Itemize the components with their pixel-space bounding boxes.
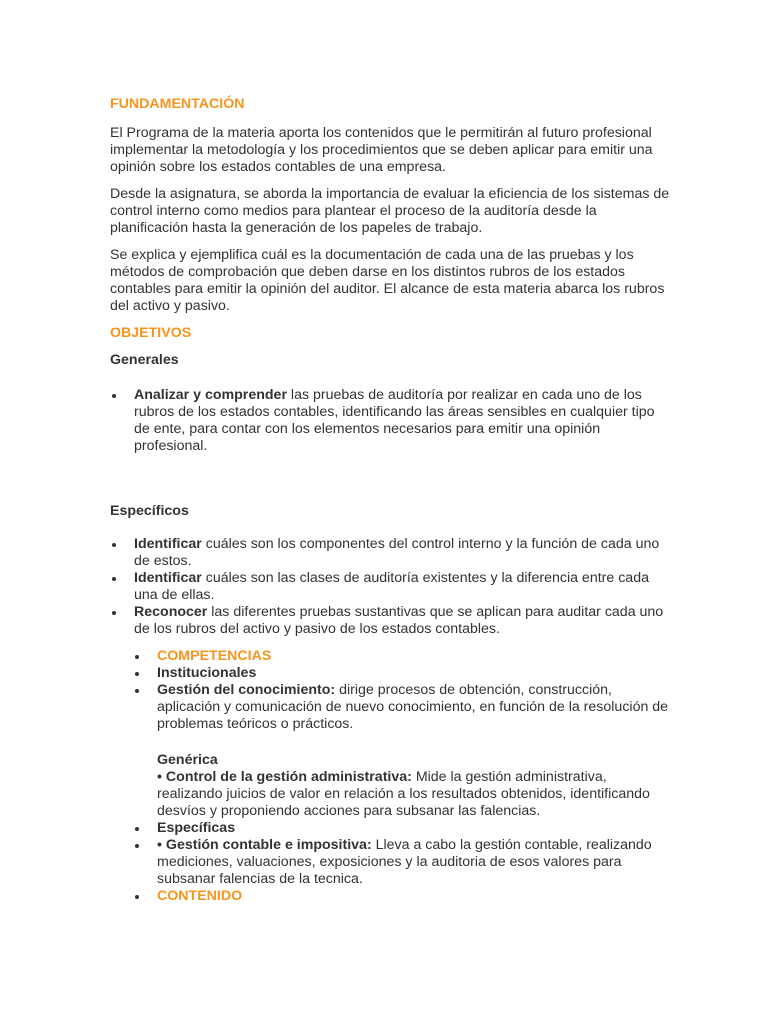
list-item-gestion-conocimiento (133, 682, 670, 820)
generales-list (110, 387, 670, 455)
list-item (110, 604, 670, 638)
list-item-text: cuáles son las clases de auditoría existentes y la diferencia entre cada una de ellas. (134, 570, 649, 603)
gestion-contable-text: Lleva a cabo la gestión contable, realizando mediciones, valuaciones, exposiciones y la auditoria de esos valores para subsanar falencias de la tecnica. (157, 837, 652, 887)
generica-block (157, 752, 670, 820)
heading-objetivos: OBJETIVOS (110, 325, 192, 341)
competencias-list (133, 648, 670, 905)
list-item (110, 387, 670, 455)
paragraph-2: Desde la asignatura, se aborda la importancia de evaluar la eficiencia de los sistemas de control interno como medios para plantear el proceso de la auditoría desde la planificación hasta la generación de los papeles de trabajo. (110, 186, 670, 236)
especificos-list (110, 536, 670, 638)
list-item-bold: Analizar y comprender (134, 387, 287, 403)
list-item-gestion-contable (133, 837, 670, 888)
document-content (110, 96, 670, 905)
label-generica: Genérica (157, 752, 218, 768)
label-institucionales: Institucionales (157, 665, 257, 681)
list-item-text: las diferentes pruebas sustantivas que se aplican para auditar cada uno de los rubros del activo y pasivo de los estados contables. (134, 604, 664, 637)
label-especificas: Específicas (157, 820, 236, 836)
list-item-bold: Identificar (134, 536, 202, 552)
list-item-bold: Reconocer (134, 604, 208, 620)
gestion-conocimiento-bold: Gestión del conocimiento: (157, 682, 336, 698)
subheading-especificos: Específicos (110, 503, 189, 519)
gestion-conocimiento-text: dirige procesos de obtención, construcción, aplicación y comunicación de nuevo conocimiento, en función de la resolución de problemas teóricos o prácticos. (157, 682, 669, 732)
control-gestion-text: Mide la gestión administrativa, realizando juicios de valor en relación a los resultados obtenidos, identificando desvíos y proponiendo acciones para subsanar las falencias. (157, 769, 650, 819)
control-gestion-bold: • Control de la gestión administrativa: (157, 769, 412, 785)
list-item-bold: Identificar (134, 570, 202, 586)
list-item-text: las pruebas de auditoría por realizar en cada uno de los rubros de los estados contables, identificando las áreas sensibles en cualquier tipo de ente, para contar con los elementos necesarios para emitir una opinión profesional. (134, 387, 655, 454)
gestion-contable-bold: • Gestión contable e impositiva: (157, 837, 372, 853)
list-item (110, 536, 670, 570)
list-item-contenido (133, 888, 670, 905)
paragraph-1: El Programa de la materia aporta los contenidos que le permitirán al futuro profesional implementar la metodología y los procedimientos que se deben aplicar para emitir una opinión sobre los estados contables de una empresa. (110, 125, 653, 175)
list-item-competencias (133, 648, 670, 665)
list-item-text: cuáles son los componentes del control interno y la función de cada uno de estos. (134, 536, 660, 569)
heading-competencias: COMPETENCIAS (157, 648, 272, 664)
list-item (110, 570, 670, 604)
paragraph-3: Se explica y ejemplifica cuál es la documentación de cada una de las pruebas y los métodos de comprobación que deben darse en los distintos rubros de los estados contables para emitir la opinión del auditor. El alcance de esta materia abarca los rubros del activo y pasivo. (110, 247, 665, 314)
list-item-institucionales (133, 665, 670, 682)
subheading-generales: Generales (110, 352, 179, 368)
heading-fundamentacion: FUNDAMENTACIÓN (110, 96, 245, 112)
heading-contenido: CONTENIDO (157, 888, 243, 904)
list-item-especificas (133, 820, 670, 837)
